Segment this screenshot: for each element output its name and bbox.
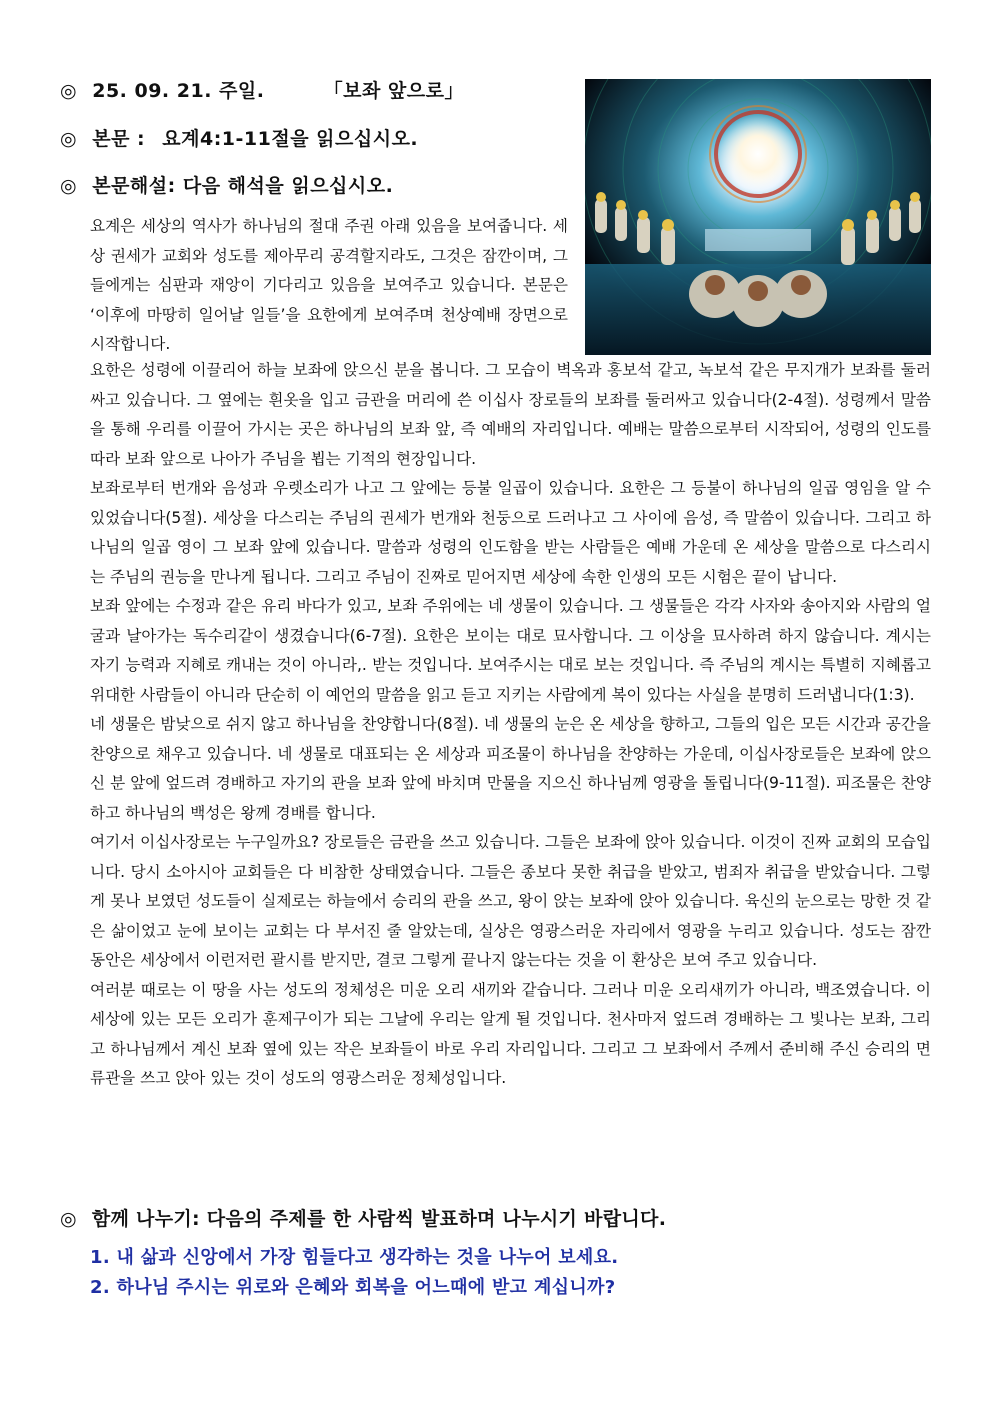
intro-paragraph: 요계은 세상의 역사가 하나님의 절대 주권 아래 있음을 보여줍니다. 세상 권세가 교회와 성도를 제아무리 공격할지라도, 그것은 잠깐이며, 그들에게는 심판과 재앙이 기다리고 있음을 보여주고 있습니다. 본문은 ‘이후에 마땅히 일어날 일들’을 요한에게 보여주며 천상예배 장면으로 시작합니다.	[90, 217, 568, 353]
scripture-label: 본문 :	[92, 128, 146, 150]
throne-room-illustration	[585, 79, 931, 355]
sharing-label: 함께 나누기: 다음의 주제를 한 사람씩 발표하며 나누시기 바랍니다.	[91, 1208, 667, 1230]
sharing-question-2: 2. 하나님 주시는 위로와 은혜와 회복을 어느때에 받고 계십니까?	[90, 1277, 616, 1298]
commentary-label: 본문해설: 다음 해석을 읽으십시오.	[92, 175, 394, 197]
commentary-paragraph: 여기서 이십사장로는 누구일까요? 장로들은 금관을 쓰고 있습니다. 그들은 보좌에 앉아 있습니다. 이것이 진짜 교회의 모습입니다. 당시 소아시아 교회들은 다 비참한 상태였습니다. 그들은 종보다 못한 취급을 받았고, 범죄자 취급을 받았습니다. 그렇게 못나 보였던 성도들이 실제로는 하늘에서 승리의 관을 쓰고, 왕이 앉는 보좌에 앉아 있습니다. 육신의 눈으로는 망한 것 같은 삶이었고 눈에 보이는 교회는 다 부서진 줄 알았는데, 실상은 영광스러운 자리에서 영광을 누리고 있습니다. 성도는 잠깐 동안은 세상에서 이런저런 괄시를 받지만, 결코 그렇게 끝나지 않는다는 것을 이 환상은 보여 주고 있습니다.	[90, 833, 931, 969]
bullet-mark: ◎	[60, 175, 78, 197]
sermon-title: 「보좌 앞으로」	[323, 80, 464, 102]
commentary-paragraph: 보좌 앞에는 수정과 같은 유리 바다가 있고, 보좌 주위에는 네 생물이 있습니다. 그 생물들은 각각 사자와 송아지와 사람의 얼굴과 날아가는 독수리같이 생겼습니다(6-7절). 요한은 보이는 대로 묘사합니다. 그 이상을 묘사하려 하지 않습니다. 계시는 자기 능력과 지혜로 캐내는 것이 아니라,. 받는 것입니다. 보여주시는 대로 보는 것입니다. 즉 주님의 계시는 특별히 지혜롭고 위대한 사람들이 아니라 단순히 이 예언의 말씀을 읽고 듣고 지키는 사람에게 복이 있다는 사실을 분명히 드러냅니다(1:3).	[90, 597, 931, 704]
commentary-paragraph: 보좌로부터 번개와 음성과 우렛소리가 나고 그 앞에는 등불 일곱이 있습니다. 요한은 그 등불이 하나님의 일곱 영임을 알 수 있었습니다(5절). 세상을 다스리는 주님의 권세가 번개와 천둥으로 드러나고 그 사이에 음성, 즉 말씀이 있습니다. 그리고 하나님의 일곱 영이 그 보좌 앞에 있습니다. 말씀과 성령의 인도함을 받는 사람들은 예배 가운데 온 세상을 말씀으로 다스리시는 주님의 권능을 만나게 됩니다. 그리고 주님이 진짜로 믿어지면 세상에 속한 인생의 모든 시험은 끝이 납니다.	[90, 479, 931, 586]
sharing-heading	[60, 1204, 666, 1231]
commentary-paragraph: 네 생물은 밤낮으로 쉬지 않고 하나님을 찬양합니다(8절). 네 생물의 눈은 온 세상을 향하고, 그들의 입은 모든 시간과 공간을 찬양으로 채우고 있습니다. 네 생물로 대표되는 온 세상과 피조물이 하나님을 찬양하는 가운데, 이십사장로들은 보좌에 앉으신 분 앞에 엎드려 경배하고 자기의 관을 보좌 앞에 바치며 만물을 지으신 하나님께 영광을 돌립니다(9-11절). 피조물은 찬양하고 하나님의 백성은 왕께 경배를 합니다.	[90, 715, 931, 822]
bullet-mark: ◎	[60, 1208, 77, 1230]
scripture-line	[60, 124, 418, 151]
commentary-line	[60, 171, 393, 198]
bullet-mark: ◎	[60, 80, 78, 102]
service-date: 25. 09. 21. 주일.	[92, 80, 265, 102]
date-title-line	[60, 76, 464, 103]
commentary-body	[90, 356, 931, 1094]
sharing-question-1: 1. 내 삶과 신앙에서 가장 힘들다고 생각하는 것을 나누어 보세요.	[90, 1247, 619, 1268]
bullet-mark: ◎	[60, 128, 78, 150]
scripture-reference: 요계4:1-11절을 읽으십시오.	[162, 128, 419, 150]
commentary-paragraph: 여러분 때로는 이 땅을 사는 성도의 정체성은 미운 오리 새끼와 같습니다. 그러나 미운 오리새끼가 아니라, 백조였습니다. 이 세상에 있는 모든 오리가 훈제구이가 되는 그날에 우리는 알게 될 것입니다. 천사마저 엎드려 경배하는 그 빛나는 보좌, 그리고 하나님께서 계신 보좌 옆에 있는 작은 보좌들이 바로 우리 자리입니다. 그리고 그 보좌에서 주께서 준비해 주신 승리의 면류관을 쓰고 앉아 있는 것이 성도의 영광스러운 정체성입니다.	[90, 980, 931, 1087]
commentary-paragraph: 요한은 성령에 이끌리어 하늘 보좌에 앉으신 분을 봅니다. 그 모습이 벽옥과 홍보석 같고, 녹보석 같은 무지개가 보좌를 둘러싸고 있습니다. 그 옆에는 흰옷을 입고 금관을 머리에 쓴 이십사 장로들의 보좌를 둘러싸고 있습니다(2-4절). 성령께서 말씀을 통해 우리를 이끌어 가시는 곳은 하나님의 보좌 앞, 즉 예배의 자리입니다. 예배는 말씀으로부터 시작되어, 성령의 인도를 따라 보좌 앞으로 나아가 주님을 뵙는 기적의 현장입니다.	[90, 361, 932, 468]
